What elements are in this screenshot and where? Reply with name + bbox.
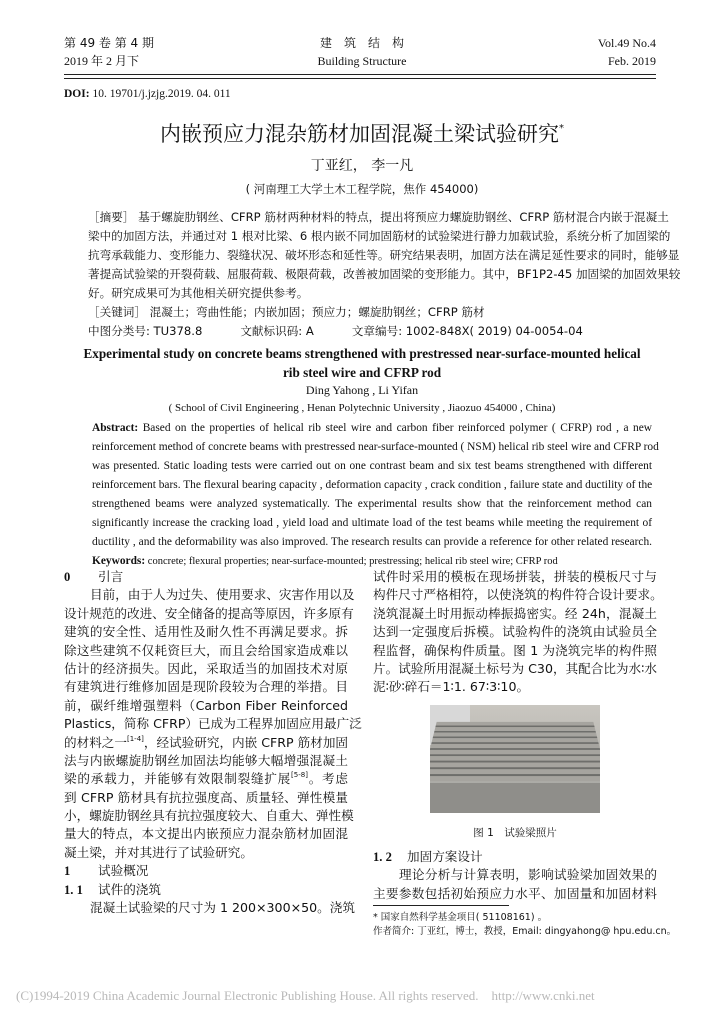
volume-cn: 第 49 卷 第 4 期 [64, 36, 154, 50]
journal-name-cn: 建 筑 结 构 [319, 36, 404, 50]
authors-en: Ding Yahong , Li Yifan [305, 383, 419, 397]
affiliation-en: ( School of Civil Engineering , Henan Polytechnic University , Jiaozuo 454000 , China) [168, 402, 556, 414]
paper-title-cn: 内嵌预应力混杂筋材加固混凝土梁试验研究* [160, 122, 564, 146]
footnote-rule [373, 905, 509, 906]
date-en: Feb. 2019 [608, 54, 656, 68]
doi: DOI: 10. 19701/j.jzjg.2019. 04. 011 [64, 88, 231, 100]
section-1-2-heading: 1. 2 加固方案设计 [373, 849, 483, 864]
section-1-heading: 1 试验概况 [64, 863, 149, 879]
classification: 中图分类号: TU378.8 文献标识码: A 文章编号: 1002-848X( 2019) 04-0054-04 [88, 324, 583, 338]
authors-cn: 丁亚红， 李一凡 [310, 158, 414, 174]
keywords-en: Keywords: concrete; flexural properties; near-surface-mounted; prestressing; helical rib steel wire; CFRP rod [92, 555, 558, 567]
volume-en: Vol.49 No.4 [597, 36, 656, 50]
right-column: 试件时采用的模板在现场拼装，拼装的模板尺寸与 构件尺寸严格相符，以使浇筑的构件符合设计要求。 浇筑混凝土时用振动棒振捣密实。经 24h，混凝土 达到一定强度后拆模。试验构件的浇筑由试验员全 程监督，确保构件质量。图 1 为浇筑完毕的构件照 片。试验所用混凝土标号为 C30，其配合比为水∶水 泥∶砂∶碎石＝1∶1. 67∶3∶10。 [373, 569, 663, 695]
header-rule [64, 74, 656, 75]
paper-title-en: Experimental study on concrete beams strengthened with prestressed near-surface-mounted helical rib steel wire and CFRP rod [83, 346, 641, 380]
abstract-cn: ［摘要］ 基于螺旋肋钢丝、CFRP 筋材两种材料的特点，提出将预应力螺旋肋钢丝、CFRP 筋材混合内嵌于混凝土 梁中的加固方法，并通过对 1 根对比梁、6 根内嵌不同加固筋材的试验梁进行静力加载试验，系统分析了加固梁的 抗弯承载能力、变形能力、裂缝状况、破坏形态和延性等。研究结果表明，加固方法在满足延性要求的同时，能够显 著提高试验梁的开裂荷载、屈服荷载、极限荷载，改善被加固梁的变形能力。其中，BF1P2-45 加固梁的加固效果较 好。研究成果可为其他相关研究提供参考。 ［关键词］ 混凝土；弯曲性能；内嵌加固；预应力；螺旋肋钢丝；CFRP 筋材 中图分类号: TU378.8 文献标识码: A 文章编号: 1002-848X( 2019) 04-0054-04 [88, 208, 652, 341]
journal-name-en: Building Structure [317, 54, 407, 68]
left-column: 0 引言 目前，由于人为过失、使用要求、灾害作用以及 设计规范的改进、安全储备的提高等原因，许多原有 建筑的安全性、适用性及耐久性不再满足要求。拆 除这些建筑不仅耗资巨大，而且会给国家造成难以 估计的经济损失。因此，采取适当的加固技术对原 有建筑进行维修加固是现阶段较为合理的举措。目 前，碳纤维增强塑料（Carbon Fiber Reinforced Plastics，简称 CFRP）已成为工程界加固应用最广泛 的材料之一[1-4]，经试验研究，内嵌 CFRP 筋材加固 法与内嵌螺旋肋钢丝加固法均能够大幅增强混凝土 梁的承载力，并能够有效限制裂缝扩展[5-8]。考虑 到 CFRP 筋材具有抗拉强度高、质量轻、弹性模量 小，螺旋肋钢丝具有抗拉强度较大、自重大、弹性模 量大的特点，本文提出内嵌预应力混杂筋材加固混 凝土梁，并对其进行了试验研究。 1 试验概况 1. 1 试件的浇筑 混凝土试验梁的尺寸为 1 200×300×50。浇筑 [64, 569, 362, 916]
section-0-heading: 0 引言 [64, 569, 124, 584]
abstract-en: Abstract: Based on the properties of helical rib steel wire and carbon fiber reinforced polymer ( CFRP) rod , a new reinforcement method of concrete beams with prestressed near-surface-mounted ( NSM) helical rib steel wire and CFRP rod was presented. Static loading tests were carried out on one contrast beam and six test beams strengthened with different reinforcement bars. The flexural bearing capacity , deformation capacity , crack condition , failure state and ductility of the strengthened beams were analyzed systematically. The experimental results show that the reinforcement method can significantly increase the cracking load , yield load and ultimate load of the test beams while meeting the requirement of ductility , and the deformability was also improved. The research results can provide a reference for other related research. Keywords: concrete; flexural properties; near-surface-mounted; prestressing; helical rib steel wire; CFRP rod [92, 419, 652, 571]
affiliation-cn: ( 河南理工大学土木工程学院，焦作 454000) [245, 182, 479, 196]
test-beams-photo [430, 705, 600, 813]
citation[interactable]: [5-8] [291, 771, 308, 780]
copyright-watermark: (C)1994-2019 China Academic Journal Electronic Publishing House. All rights reserved. http://www.cnki.net [16, 988, 595, 1003]
header-rule-thin [64, 78, 656, 79]
citation[interactable]: [1-4] [126, 734, 144, 743]
date-cn: 2019 年 2 月下 [64, 54, 140, 68]
keywords-cn: ［关键词］ 混凝土；弯曲性能；内嵌加固；预应力；螺旋肋钢丝；CFRP 筋材 [88, 305, 485, 319]
section-1-1-heading: 1. 1 试件的浇筑 [64, 881, 161, 897]
footnotes: * 国家自然科学基金项目( 51108161) 。 作者简介: 丁亚红，博士，教授，Email: dingyahong@ hpu.edu.cn。 [373, 912, 677, 937]
right-column-lower: 1. 2 加固方案设计 理论分析与计算表明，影响试验梁加固效果的 主要参数包括初始预应力水平、加固量和加固材料 [373, 849, 657, 901]
figure-caption: 图 1 试验梁照片 [473, 827, 557, 839]
